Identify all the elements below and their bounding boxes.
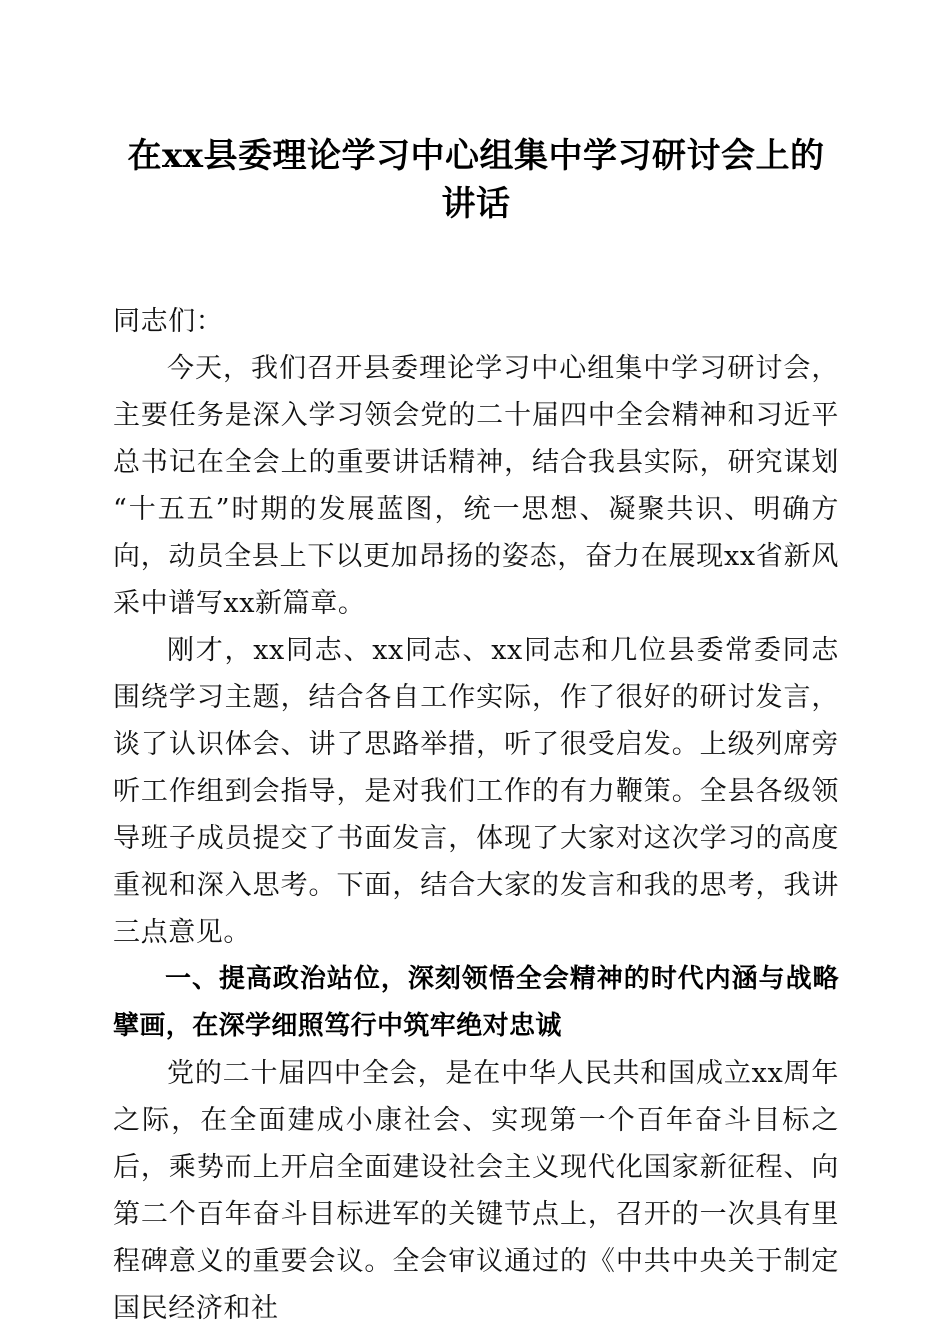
paragraph-plenum-background: 党的二十届四中全会，是在中华人民共和国成立xx周年之际，在全面建成小康社会、实现第一个百年奋斗目标之后，乘势而上开启全面建设社会主义现代化国家新征程、向第二个百年奋斗目标进军的关键节点上，召开的一次具有里程碑意义的重要会议。全会审议通过的《中共中央关于制定国民经济和社 (113, 1058, 839, 1324)
paragraph-speaker-acknowledgements: 刚才，xx同志、xx同志、xx同志和几位县委常委同志围绕学习主题，结合各自工作实际，作了很好的研讨发言，谈了认识体会、讲了思路举措，听了很受启发。上级列席旁听工作组到会指导，是对我们工作的有力鞭策。全县各级领导班子成员提交了书面发言，体现了大家对这次学习的高度重视和深入思考。下面，结合大家的发言和我的思考，我讲三点意见。 (113, 635, 839, 948)
salutation: 同志们： (113, 306, 224, 337)
section-heading-one: 一、提高政治站位，深刻领悟全会精神的时代内涵与战略擘画，在深学细照笃行中筑牢绝对忠诚 (113, 964, 839, 1041)
paragraph-opening-remarks: 今天，我们召开县委理论学习中心组集中学习研讨会，主要任务是深入学习领会党的二十届四中全会精神和习近平总书记在全会上的重要讲话精神，结合我县实际，研究谋划“十五五”时期的发展蓝图，统一思想、凝聚共识、明确方向，动员全县上下以更加昂扬的姿态，奋力在展现xx省新风采中谱写xx新篇章。 (113, 353, 839, 619)
page-title: 在xx县委理论学习中心组集中学习研讨会上的讲话 (127, 136, 825, 224)
document-body (113, 0, 839, 1332)
